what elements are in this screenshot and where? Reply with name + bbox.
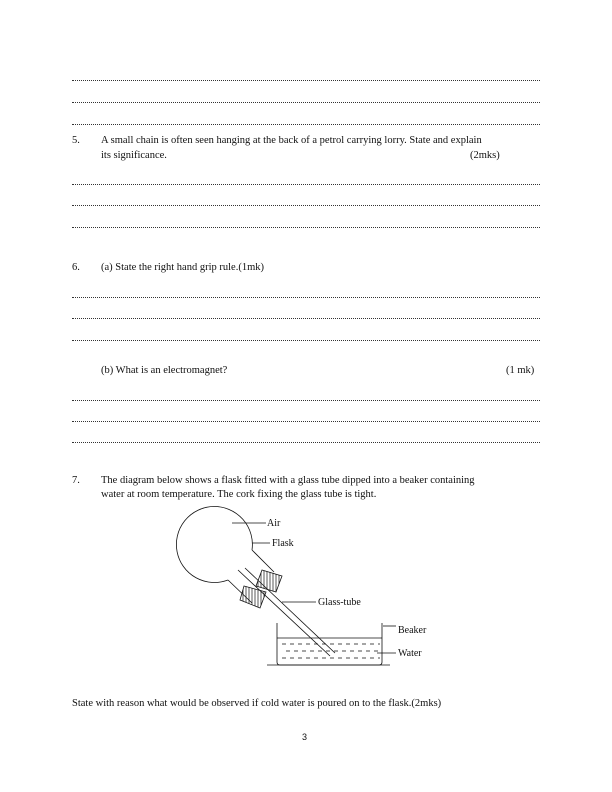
label-air: Air xyxy=(267,518,281,529)
q7-question: State with reason what would be observed if cold water is poured on to the flask.(2mks) xyxy=(72,698,442,709)
label-beaker: Beaker xyxy=(398,625,427,636)
q6-part-b-marks: (1 mk) xyxy=(506,365,535,376)
answer-line xyxy=(72,442,540,443)
answer-line xyxy=(72,318,540,319)
answer-line xyxy=(72,184,540,185)
flask-diagram xyxy=(170,500,440,675)
q5-text-line1: A small chain is often seen hanging at the back of a petrol carrying lorry. State and explain xyxy=(101,135,482,146)
flask-bulb xyxy=(176,507,252,583)
q7-number: 7. xyxy=(72,475,80,486)
q5-marks: (2mks) xyxy=(470,150,500,161)
q5-text-line2: its significance. xyxy=(101,150,167,161)
q5-number: 5. xyxy=(72,135,80,146)
q6-part-a: (a) State the right hand grip rule.(1mk) xyxy=(101,262,264,273)
q7-text-line2: water at room temperature. The cork fixing the glass tube is tight. xyxy=(101,489,377,500)
q7-text-line1: The diagram below shows a flask fitted with a glass tube dipped into a beaker containing xyxy=(101,475,475,486)
answer-line xyxy=(72,340,540,341)
answer-line xyxy=(72,124,540,125)
answer-line xyxy=(72,421,540,422)
cork xyxy=(240,586,266,608)
label-flask: Flask xyxy=(272,538,294,549)
answer-line xyxy=(72,227,540,228)
cork xyxy=(256,570,282,592)
answer-line xyxy=(72,205,540,206)
page-number: 3 xyxy=(302,732,308,742)
q6-number: 6. xyxy=(72,262,80,273)
q6-part-b: (b) What is an electromagnet? xyxy=(101,365,228,376)
answer-line xyxy=(72,80,540,81)
answer-line xyxy=(72,297,540,298)
glass-tube xyxy=(245,568,335,653)
answer-line xyxy=(72,102,540,103)
label-water: Water xyxy=(398,648,422,659)
water-dashes xyxy=(282,644,380,658)
glass-tube xyxy=(238,570,330,656)
label-glass-tube: Glass-tube xyxy=(318,597,361,608)
flask-neck xyxy=(252,550,274,572)
answer-line xyxy=(72,400,540,401)
